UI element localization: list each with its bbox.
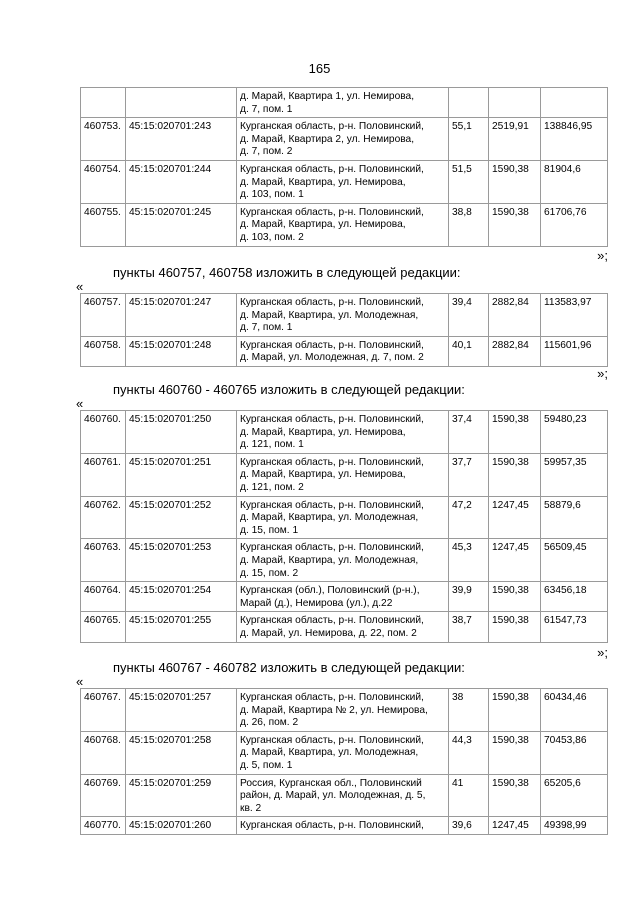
- cell-rate: 1590,38: [489, 411, 541, 454]
- cell-area: 45,3: [449, 539, 489, 582]
- cell-cadastral-number: 45:15:020701:253: [126, 539, 237, 582]
- cell-value: 61706,76: [541, 203, 608, 246]
- cell-address: Курганская область, р-н. Половинский, д. Марай, Квартира, ул. Молодежная, д. 15, пом. 1: [237, 496, 449, 539]
- table-row: [81, 539, 608, 582]
- closing-quote-2: »;: [597, 366, 608, 381]
- cell-rate: [489, 88, 541, 118]
- table-row: [81, 496, 608, 539]
- table-block-1: [80, 87, 608, 247]
- cell-value: 49398,99: [541, 817, 608, 835]
- cell-address: Курганская область, р-н. Половинский, д. Марай, Квартира, ул. Молодежная, д. 15, пом. 2: [237, 539, 449, 582]
- opening-quote-3: «: [76, 396, 84, 411]
- cell-item-number: 460767.: [81, 689, 126, 732]
- cell-value: [541, 88, 608, 118]
- table-block-2: [80, 293, 608, 367]
- table-row: [81, 731, 608, 774]
- cell-cadastral-number: 45:15:020701:259: [126, 774, 237, 817]
- cell-value: 61547,73: [541, 612, 608, 642]
- cell-area: 51,5: [449, 160, 489, 203]
- table-row: [81, 118, 608, 161]
- cell-address: Курганская область, р-н. Половинский, д. Марай, Квартира, ул. Немирова, д. 103, пом. 2: [237, 203, 449, 246]
- cell-value: 65205,6: [541, 774, 608, 817]
- cell-cadastral-number: 45:15:020701:245: [126, 203, 237, 246]
- cell-value: 115601,96: [541, 336, 608, 366]
- cell-rate: 2882,84: [489, 294, 541, 337]
- cell-rate: 1247,45: [489, 539, 541, 582]
- cell-address: Курганская область, р-н. Половинский, д. Марай, Квартира 2, ул. Немирова, д. 7, пом. 2: [237, 118, 449, 161]
- table-row: [81, 336, 608, 366]
- table-row: [81, 294, 608, 337]
- opening-quote-2: «: [76, 279, 84, 294]
- cell-rate: 2519,91: [489, 118, 541, 161]
- cell-area: 38: [449, 689, 489, 732]
- table-row: [81, 612, 608, 642]
- cell-item-number: [81, 88, 126, 118]
- cell-cadastral-number: 45:15:020701:244: [126, 160, 237, 203]
- cell-address: Курганская область, р-н. Половинский, д. Марай, Квартира, ул. Молодежная, д. 5, пом. 1: [237, 731, 449, 774]
- cell-value: 63456,18: [541, 582, 608, 612]
- cell-item-number: 460764.: [81, 582, 126, 612]
- cell-area: 38,8: [449, 203, 489, 246]
- cell-cadastral-number: 45:15:020701:252: [126, 496, 237, 539]
- cell-rate: 2882,84: [489, 336, 541, 366]
- cell-address: Россия, Курганская обл., Половинский район, д. Марай, ул. Молодежная, д. 5, кв. 2: [237, 774, 449, 817]
- table-row: [81, 411, 608, 454]
- table-row: [81, 582, 608, 612]
- cell-value: 138846,95: [541, 118, 608, 161]
- table-row: [81, 160, 608, 203]
- cell-item-number: 460760.: [81, 411, 126, 454]
- cell-address: Курганская область, р-н. Половинский, д. Марай, Квартира, ул. Немирова, д. 103, пом. 1: [237, 160, 449, 203]
- cell-area: 38,7: [449, 612, 489, 642]
- cell-address: д. Марай, Квартира 1, ул. Немирова, д. 7, пом. 1: [237, 88, 449, 118]
- cell-address: Курганская область, р-н. Половинский, д. Марай, Квартира, ул. Молодежная, д. 7, пом. 1: [237, 294, 449, 337]
- cell-area: 47,2: [449, 496, 489, 539]
- cell-item-number: 460763.: [81, 539, 126, 582]
- cell-rate: 1590,38: [489, 689, 541, 732]
- cell-area: 44,3: [449, 731, 489, 774]
- cell-area: 37,7: [449, 453, 489, 496]
- cell-rate: 1247,45: [489, 817, 541, 835]
- cell-rate: 1590,38: [489, 612, 541, 642]
- cell-rate: 1590,38: [489, 731, 541, 774]
- cell-item-number: 460770.: [81, 817, 126, 835]
- amendment-heading-1: пункты 460757, 460758 изложить в следующей редакции:: [113, 265, 461, 280]
- cell-address: Курганская (обл.), Половинский (р-н.), Марай (д.), Немирова (ул.), д.22: [237, 582, 449, 612]
- cell-address: Курганская область, р-н. Половинский, д. Марай, Квартира, ул. Немирова, д. 121, пом. 2: [237, 453, 449, 496]
- cell-cadastral-number: 45:15:020701:247: [126, 294, 237, 337]
- cell-item-number: 460768.: [81, 731, 126, 774]
- cell-item-number: 460769.: [81, 774, 126, 817]
- cell-value: 81904,6: [541, 160, 608, 203]
- cell-cadastral-number: 45:15:020701:257: [126, 689, 237, 732]
- cell-cadastral-number: 45:15:020701:248: [126, 336, 237, 366]
- table-row: [81, 689, 608, 732]
- cell-item-number: 460753.: [81, 118, 126, 161]
- opening-quote-4: «: [76, 674, 84, 689]
- cell-value: 59480,23: [541, 411, 608, 454]
- cell-item-number: 460762.: [81, 496, 126, 539]
- cell-rate: 1590,38: [489, 453, 541, 496]
- cell-area: 39,4: [449, 294, 489, 337]
- cell-cadastral-number: 45:15:020701:258: [126, 731, 237, 774]
- cell-rate: 1590,38: [489, 160, 541, 203]
- table-row: [81, 453, 608, 496]
- cell-item-number: 460757.: [81, 294, 126, 337]
- cell-rate: 1590,38: [489, 582, 541, 612]
- cell-area: 39,9: [449, 582, 489, 612]
- cell-value: 56509,45: [541, 539, 608, 582]
- closing-quote-1: »;: [597, 248, 608, 263]
- cell-cadastral-number: 45:15:020701:260: [126, 817, 237, 835]
- cell-item-number: 460765.: [81, 612, 126, 642]
- cell-cadastral-number: 45:15:020701:250: [126, 411, 237, 454]
- amendment-heading-3: пункты 460767 - 460782 изложить в следующей редакции:: [113, 660, 465, 675]
- cell-address: Курганская область, р-н. Половинский, д. Марай, ул. Немирова, д. 22, пом. 2: [237, 612, 449, 642]
- page-number: 165: [308, 61, 331, 76]
- cell-rate: 1590,38: [489, 774, 541, 817]
- cell-address: Курганская область, р-н. Половинский, д. Марай, ул. Молодежная, д. 7, пом. 2: [237, 336, 449, 366]
- cell-cadastral-number: [126, 88, 237, 118]
- cell-cadastral-number: 45:15:020701:243: [126, 118, 237, 161]
- table-block-4: [80, 688, 608, 835]
- amendment-heading-2: пункты 460760 - 460765 изложить в следующей редакции:: [113, 382, 465, 397]
- cell-cadastral-number: 45:15:020701:255: [126, 612, 237, 642]
- cell-item-number: 460761.: [81, 453, 126, 496]
- cell-item-number: 460758.: [81, 336, 126, 366]
- cell-item-number: 460754.: [81, 160, 126, 203]
- cell-address: Курганская область, р-н. Половинский, д. Марай, Квартира № 2, ул. Немирова, д. 26, пом. 2: [237, 689, 449, 732]
- table-row: [81, 88, 608, 118]
- cell-area: [449, 88, 489, 118]
- cell-area: 37,4: [449, 411, 489, 454]
- cell-area: 55,1: [449, 118, 489, 161]
- cell-value: 70453,86: [541, 731, 608, 774]
- cell-cadastral-number: 45:15:020701:251: [126, 453, 237, 496]
- table-row: [81, 203, 608, 246]
- cell-item-number: 460755.: [81, 203, 126, 246]
- cell-value: 60434,46: [541, 689, 608, 732]
- cell-address: Курганская область, р-н. Половинский, д. Марай, Квартира, ул. Немирова, д. 121, пом. 1: [237, 411, 449, 454]
- cell-value: 113583,97: [541, 294, 608, 337]
- table-row: [81, 774, 608, 817]
- cell-area: 41: [449, 774, 489, 817]
- cell-rate: 1247,45: [489, 496, 541, 539]
- cell-area: 40,1: [449, 336, 489, 366]
- cell-rate: 1590,38: [489, 203, 541, 246]
- cell-cadastral-number: 45:15:020701:254: [126, 582, 237, 612]
- closing-quote-3: »;: [597, 645, 608, 660]
- table-row: [81, 817, 608, 835]
- cell-value: 59957,35: [541, 453, 608, 496]
- table-block-3: [80, 410, 608, 643]
- cell-value: 58879,6: [541, 496, 608, 539]
- cell-address: Курганская область, р-н. Половинский,: [237, 817, 449, 835]
- cell-area: 39,6: [449, 817, 489, 835]
